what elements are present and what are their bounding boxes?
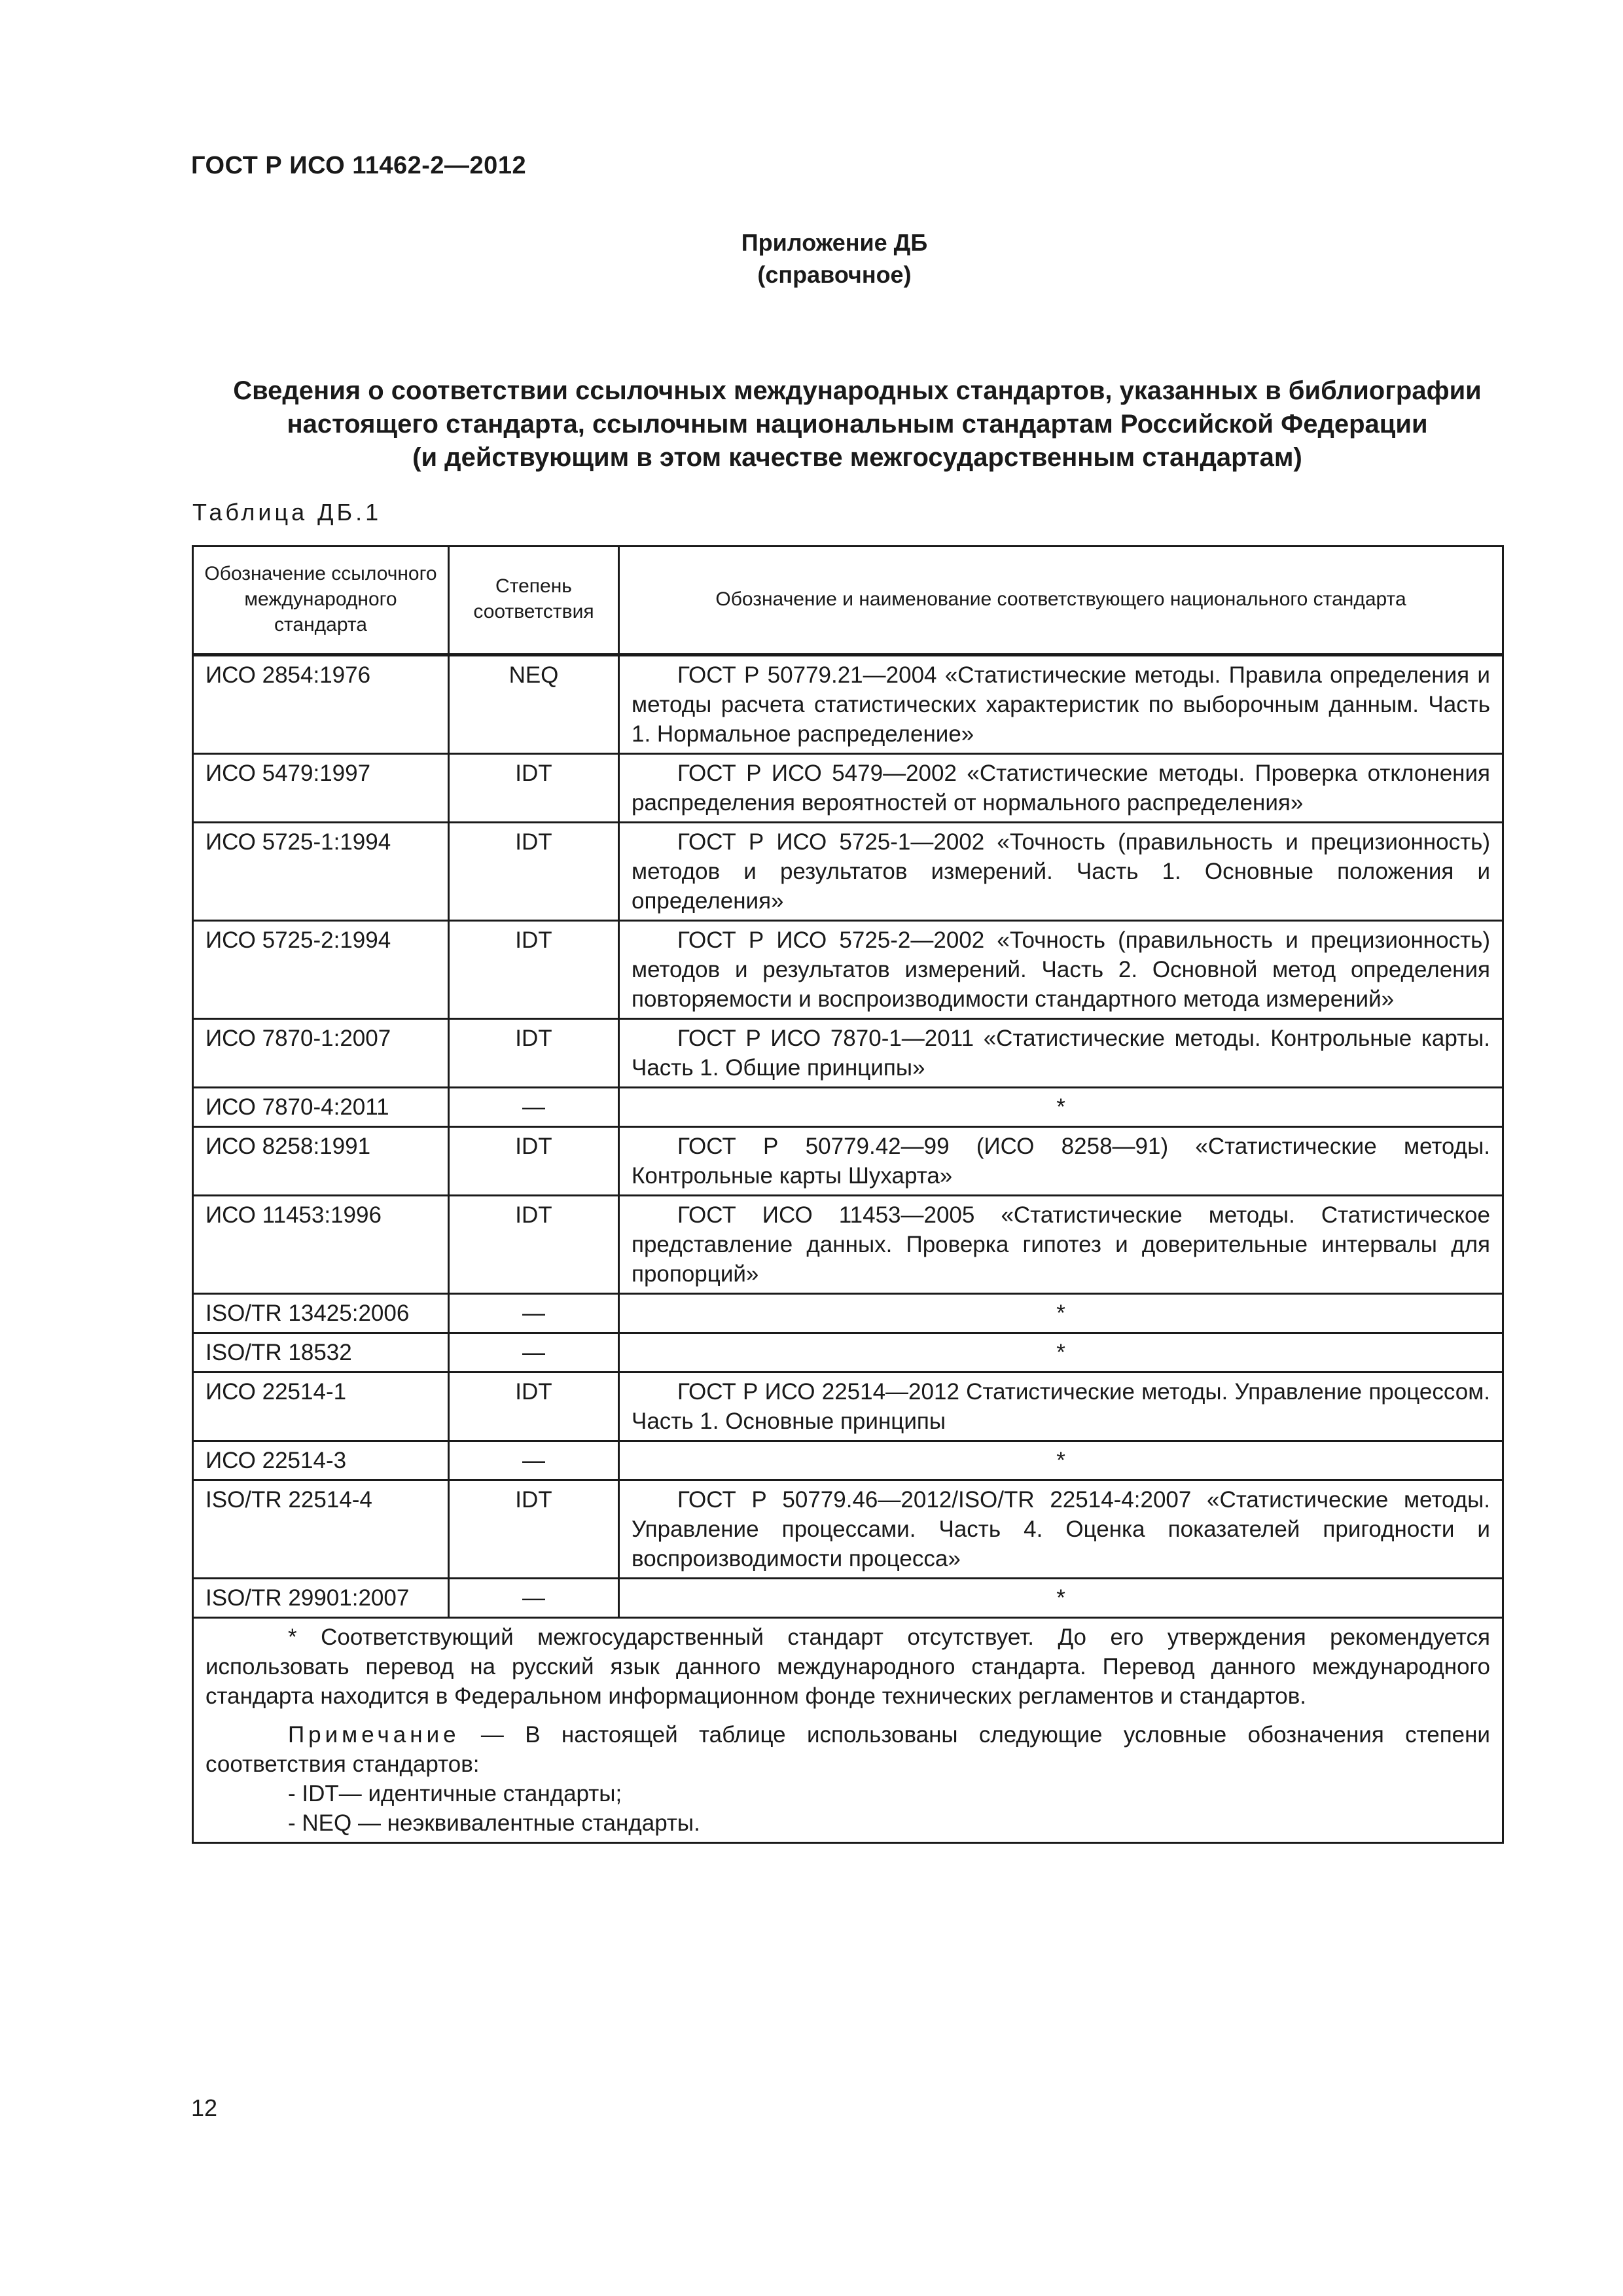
conformity-degree: IDT xyxy=(449,1196,619,1294)
national-standard-text: ГОСТ Р 50779.42—99 (ИСО 8258—91) «Статистические методы. Контрольные карты Шухарта» xyxy=(632,1134,1490,1189)
international-standard-code: ИСО 22514-3 xyxy=(193,1441,449,1480)
international-standard-code: ISO/TR 13425:2006 xyxy=(193,1294,449,1333)
document-designation: ГОСТ Р ИСО 11462-2—2012 xyxy=(191,152,527,179)
international-standard-code: ISO/TR 29901:2007 xyxy=(193,1579,449,1618)
national-standard xyxy=(619,823,1503,921)
international-standard-code: ИСО 8258:1991 xyxy=(193,1127,449,1196)
international-standard-code: ISO/TR 22514-4 xyxy=(193,1480,449,1579)
conformity-degree: — xyxy=(449,1579,619,1618)
column-header-international-code: Обозначение ссылочного международного стандарта xyxy=(193,547,449,655)
table-notes xyxy=(193,1618,1503,1843)
table-row xyxy=(193,1480,1503,1579)
conformity-degree: NEQ xyxy=(449,655,619,754)
table-row xyxy=(193,1333,1503,1372)
column-header-degree: Степень соответствия xyxy=(449,547,619,655)
appendix-subtitle: (справочное) xyxy=(757,261,912,288)
column-header-national-standard: Обозначение и наименование соответствующего национального стандарта xyxy=(619,547,1503,655)
table-row xyxy=(193,823,1503,921)
national-standard-text: ГОСТ Р 50779.46—2012/ISO/TR 22514-4:2007 «Статистические методы. Управление процессами. Часть 4. Оценка показателей пригодности и воспроизводимости процесса» xyxy=(632,1487,1490,1571)
table-row xyxy=(193,1579,1503,1618)
footnote-marker: * xyxy=(619,1294,1503,1333)
footnote-marker: * xyxy=(619,1333,1503,1372)
national-standard-text: ГОСТ Р ИСО 5725-1—2002 «Точность (правильность и прецизионность) методов и результатов измерений. Часть 1. Основные положения и определения» xyxy=(632,829,1490,914)
footnote: * Соответствующий межгосударственный стандарт отсутствует. До его утверждения рекомендуется использовать перевод на русский язык данного международного стандарта. Перевод данного международного стандарта находится в Федеральном информационном фонде технических регламентов и стандартов. xyxy=(205,1624,1490,1709)
national-standard xyxy=(619,1127,1503,1196)
national-standard-text: ГОСТ Р 50779.21—2004 «Статистические методы. Правила определения и методы расчета статистических характеристик по выборочным данным. Часть 1. Нормальное распределение» xyxy=(632,662,1490,747)
national-standard xyxy=(619,1196,1503,1294)
correspondence-table xyxy=(192,545,1504,1844)
page-number: 12 xyxy=(191,2094,218,2121)
conformity-degree: — xyxy=(449,1088,619,1127)
table-row xyxy=(193,655,1503,754)
table-row xyxy=(193,1441,1503,1480)
conformity-degree: IDT xyxy=(449,1480,619,1579)
national-standard xyxy=(619,921,1503,1019)
national-standard-text: ГОСТ Р ИСО 7870-1—2011 «Статистические методы. Контрольные карты. Часть 1. Общие принципы» xyxy=(632,1026,1490,1081)
table-header-row xyxy=(193,547,1503,655)
table-row xyxy=(193,1088,1503,1127)
note-label: Примечание xyxy=(288,1722,460,1748)
international-standard-code: ИСО 7870-4:2011 xyxy=(193,1088,449,1127)
national-standard xyxy=(619,1480,1503,1579)
international-standard-code: ИСО 5725-1:1994 xyxy=(193,823,449,921)
table-notes-row xyxy=(193,1618,1503,1843)
section-heading xyxy=(157,374,1558,475)
table-row xyxy=(193,1294,1503,1333)
conformity-degree: IDT xyxy=(449,823,619,921)
national-standard-text: ГОСТ Р ИСО 5725-2—2002 «Точность (правильность и прецизионность) методов и результатов измерений. Часть 2. Основной метод определения повторяемости и воспроизводимости стандартного метода измерений» xyxy=(632,927,1490,1012)
conformity-degree: — xyxy=(449,1294,619,1333)
table-caption: Таблица ДБ.1 xyxy=(192,499,382,526)
international-standard-code: ИСО 22514-1 xyxy=(193,1372,449,1441)
conformity-degree: IDT xyxy=(449,1019,619,1088)
heading-line-2: настоящего стандарта, ссылочным национальным стандартам Российской Федерации xyxy=(287,410,1428,439)
national-standard xyxy=(619,1019,1503,1088)
heading-line-1: Сведения о соответствии ссылочных международных стандартов, указанных в библиографии xyxy=(233,376,1482,405)
conformity-degree: IDT xyxy=(449,921,619,1019)
appendix-header xyxy=(0,226,1623,291)
table-row xyxy=(193,1019,1503,1088)
international-standard-code: ISO/TR 18532 xyxy=(193,1333,449,1372)
correspondence-table-wrapper xyxy=(192,545,1502,1844)
national-standard xyxy=(619,1372,1503,1441)
footnote-marker: * xyxy=(619,1579,1503,1618)
table-row xyxy=(193,1127,1503,1196)
table-row xyxy=(193,921,1503,1019)
table-row xyxy=(193,754,1503,823)
conformity-degree: — xyxy=(449,1333,619,1372)
national-standard-text: ГОСТ Р ИСО 22514—2012 Статистические методы. Управление процессом. Часть 1. Основные принципы xyxy=(632,1379,1490,1434)
international-standard-code: ИСО 2854:1976 xyxy=(193,655,449,754)
footnote-marker: * xyxy=(619,1441,1503,1480)
international-standard-code: ИСО 5479:1997 xyxy=(193,754,449,823)
table-row xyxy=(193,1372,1503,1441)
national-standard xyxy=(619,754,1503,823)
national-standard xyxy=(619,655,1503,754)
national-standard-text: ГОСТ Р ИСО 5479—2002 «Статистические методы. Проверка отклонения распределения вероятностей от нормального распределения» xyxy=(632,761,1490,816)
conformity-degree: IDT xyxy=(449,1127,619,1196)
note-text: — В настоящей таблице использованы следующие условные обозначения степени соответствия стандартов: xyxy=(205,1722,1490,1777)
heading-line-3: (и действующим в этом качестве межгосударственным стандартам) xyxy=(412,443,1302,472)
appendix-title: Приложение ДБ xyxy=(741,229,928,256)
international-standard-code: ИСО 7870-1:2007 xyxy=(193,1019,449,1088)
table-body xyxy=(193,655,1503,1618)
note-item-idt: - IDT— идентичные стандарты; xyxy=(288,1781,622,1806)
note xyxy=(205,1720,1490,1779)
note-item-neq: - NEQ — неэквивалентные стандарты. xyxy=(288,1810,700,1836)
conformity-degree: — xyxy=(449,1441,619,1480)
national-standard-text: ГОСТ ИСО 11453—2005 «Статистические методы. Статистическое представление данных. Проверка гипотез и доверительные интервалы для пропорций» xyxy=(632,1202,1490,1287)
international-standard-code: ИСО 5725-2:1994 xyxy=(193,921,449,1019)
table-row xyxy=(193,1196,1503,1294)
conformity-degree: IDT xyxy=(449,1372,619,1441)
conformity-degree: IDT xyxy=(449,754,619,823)
international-standard-code: ИСО 11453:1996 xyxy=(193,1196,449,1294)
footnote-marker: * xyxy=(619,1088,1503,1127)
